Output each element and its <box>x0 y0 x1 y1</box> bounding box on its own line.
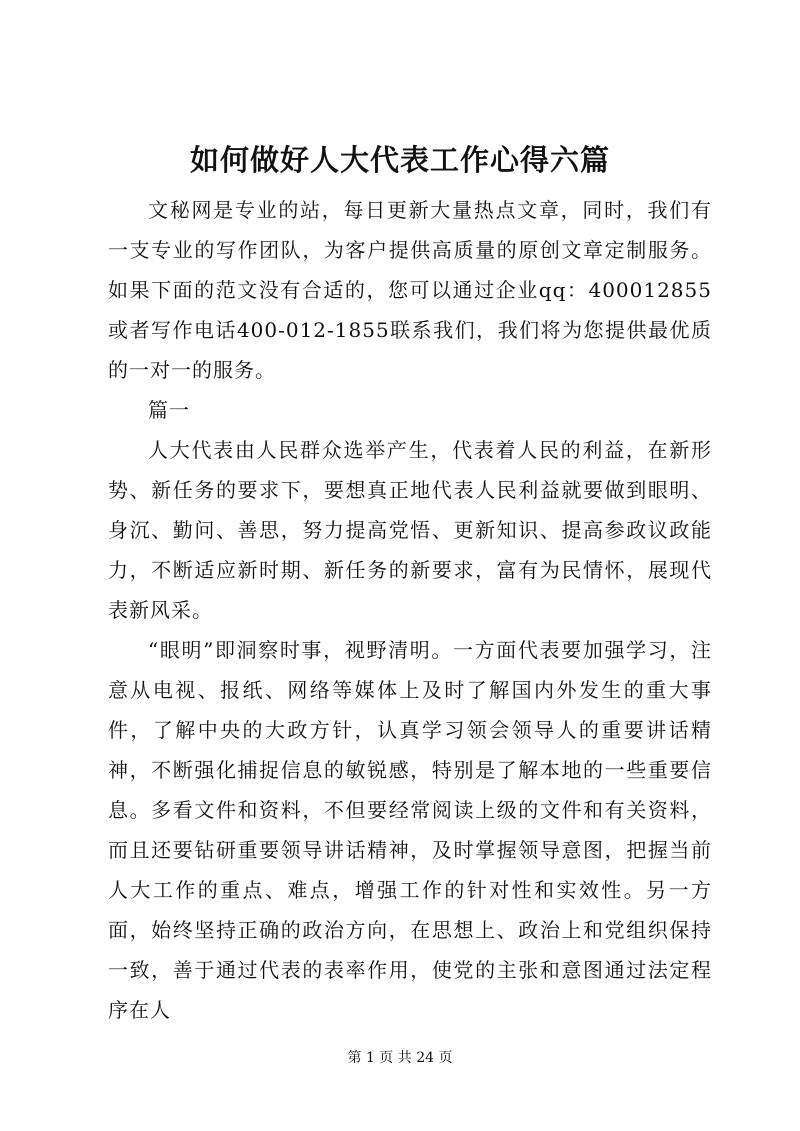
body-paragraph: “眼明”即洞察时事，视野清明。一方面代表要加强学习，注意从电视、报纸、网络等媒体上及时了解国内外发生的重大事件，了解中央的大政方针，认真学习领会领导人的重要讲话精神，不断强化捕捉信息的敏锐感，特别是了解本地的一些重要信息。多看文件和资料，不但要经常阅读上级的文件和有关资料，而且还要钻研重要领导讲话精神，及时掌握领导意图，把握当前人大工作的重点、难点，增强工作的针对性和实效性。另一方面，始终坚持正确的政治方向，在思想上、政治上和党组织保持一致，善于通过代表的表率作用，使党的主张和意图通过法定程序在人 <box>108 638 712 1022</box>
page-number-footer: 第 1 页 共 24 页 <box>347 1050 453 1066</box>
document-body <box>108 190 712 1030</box>
body-paragraph: 人大代表由人民群众选举产生，代表着人民的利益，在新形势、新任务的要求下，要想真正地代表人民利益就要做到眼明、身沉、勤问、善思，努力提高党悟、更新知识、提高参政议政能力，不断适应新时期、新任务的新要求，富有为民情怀，展现代表新风采。 <box>108 438 712 622</box>
section-heading: 篇一 <box>148 398 190 422</box>
intro-paragraph: 文秘网是专业的站，每日更新大量热点文章，同时，我们有一支专业的写作团队，为客户提供高质量的原创文章定制服务。如果下面的范文没有合适的，您可以通过企业qq：400012855或者写作电话400-012-1855联系我们，我们将为您提供最优质的一对一的服务。 <box>108 198 712 382</box>
document-title: 如何做好人大代表工作心得六篇 <box>189 143 610 177</box>
